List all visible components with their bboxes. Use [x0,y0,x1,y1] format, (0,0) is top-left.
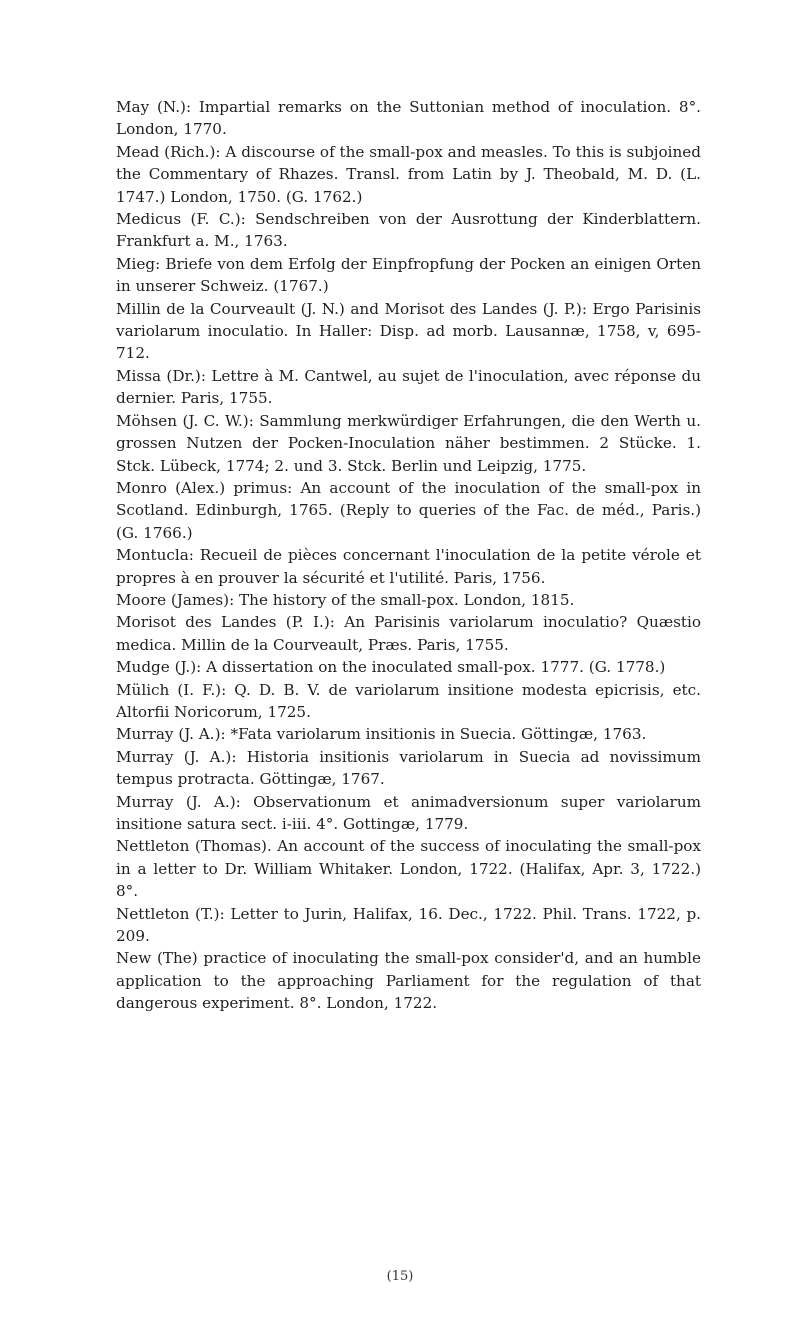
bibliography-entry: Monro (Alex.) primus: An account of the inoculation of the small-pox in Scotland. Edinburgh, 1765. (Reply to queries of the Fac. de méd., Paris.) (G. 1766.) [116,478,701,542]
bibliography-entry: Morisot des Landes (P. I.): An Parisinis variolarum inoculatio? Quæstio medica. Millin de la Courveault, Præs. Paris, 1755. [116,613,701,654]
bibliography-entry: Missa (Dr.): Lettre à M. Cantwel, au sujet de l'inoculation, avec réponse du dernier. Paris, 1755. [116,366,701,408]
bibliography-entry: Nettleton (T.): Letter to Jurin, Halifax, 16. Dec., 1722. Phil. Trans. 1722, p. 209. [116,904,701,946]
bibliography-entry: Millin de la Courveault (J. N.) and Morisot des Landes (J. P.): Ergo Parisinis variolarum inoculatio. In Haller: Disp. ad morb. Lausannæ, 1758, v, 695-712. [116,299,701,363]
bibliography-entry: Murray (J. A.): Historia insitionis variolarum in Suecia ad novissimum tempus protracta. Göttingæ, 1767. [116,747,701,789]
bibliography-entry: Mudge (J.): A dissertation on the inoculated small-pox. 1777. (G. 1778.) [116,658,666,677]
bibliography-entry: Mülich (I. F.): Q. D. B. V. de variolarum insitione modesta epicrisis, etc. Altorfii Noricorum, 1725. [116,680,701,721]
bibliography-entry: Mieg: Briefe von dem Erfolg der Einpfropfung der Pocken an einigen Orten in unserer Schweiz. (1767.) [116,254,701,296]
bibliography-entry: Möhsen (J. C. W.): Sammlung merkwürdiger Erfahrungen, die den Werth u. grossen Nutzen der Pocken-Inoculation näher bestimmen. 2 Stücke. 1. Stck. Lübeck, 1774; 2. und 3. Stck. Berlin und Leipzig, 1775. [116,411,701,475]
bibliography-entry: New (The) practice of inoculating the small-pox consider'd, and an humble application to the approaching Parliament for the regulation of that dangerous experiment. 8°. London, 1722. [116,949,701,1013]
page-number: (15) [386,1269,414,1284]
bibliography-list [116,96,701,1015]
bibliography-entry: Medicus (F. C.): Sendschreiben von der Ausrottung der Kinderblattern. Frankfurt a. M., 1763. [116,210,701,251]
bibliography-entry: Murray (J. A.): Observationum et animadversionum super variolarum insitione satura sect. i-iii. 4°. Gottingæ, 1779. [116,792,701,833]
bibliography-entry: Mead (Rich.): A discourse of the small-pox and measles. To this is subjoined the Commentary of Rhazes. Transl. from Latin by J. Theobald, M. D. (L. 1747.) London, 1750. (G. 1762.) [116,142,701,206]
bibliography-entry: Moore (James): The history of the small-pox. London, 1815. [116,590,575,609]
bibliography-entry: Murray (J. A.): *Fata variolarum insitionis in Suecia. Göttingæ, 1763. [116,725,647,744]
bibliography-entry: Montucla: Recueil de pièces concernant l'inoculation de la petite vérole et propres à en prouver la sécurité et l'utilité. Paris, 1756. [116,546,701,587]
bibliography-entry: May (N.): Impartial remarks on the Suttonian method of inoculation. 8°. London, 1770. [116,98,701,139]
bibliography-entry: Nettleton (Thomas). An account of the success of inoculating the small-pox in a letter to Dr. William Whitaker. London, 1722. (Halifax, Apr. 3, 1722.) 8°. [116,837,701,901]
